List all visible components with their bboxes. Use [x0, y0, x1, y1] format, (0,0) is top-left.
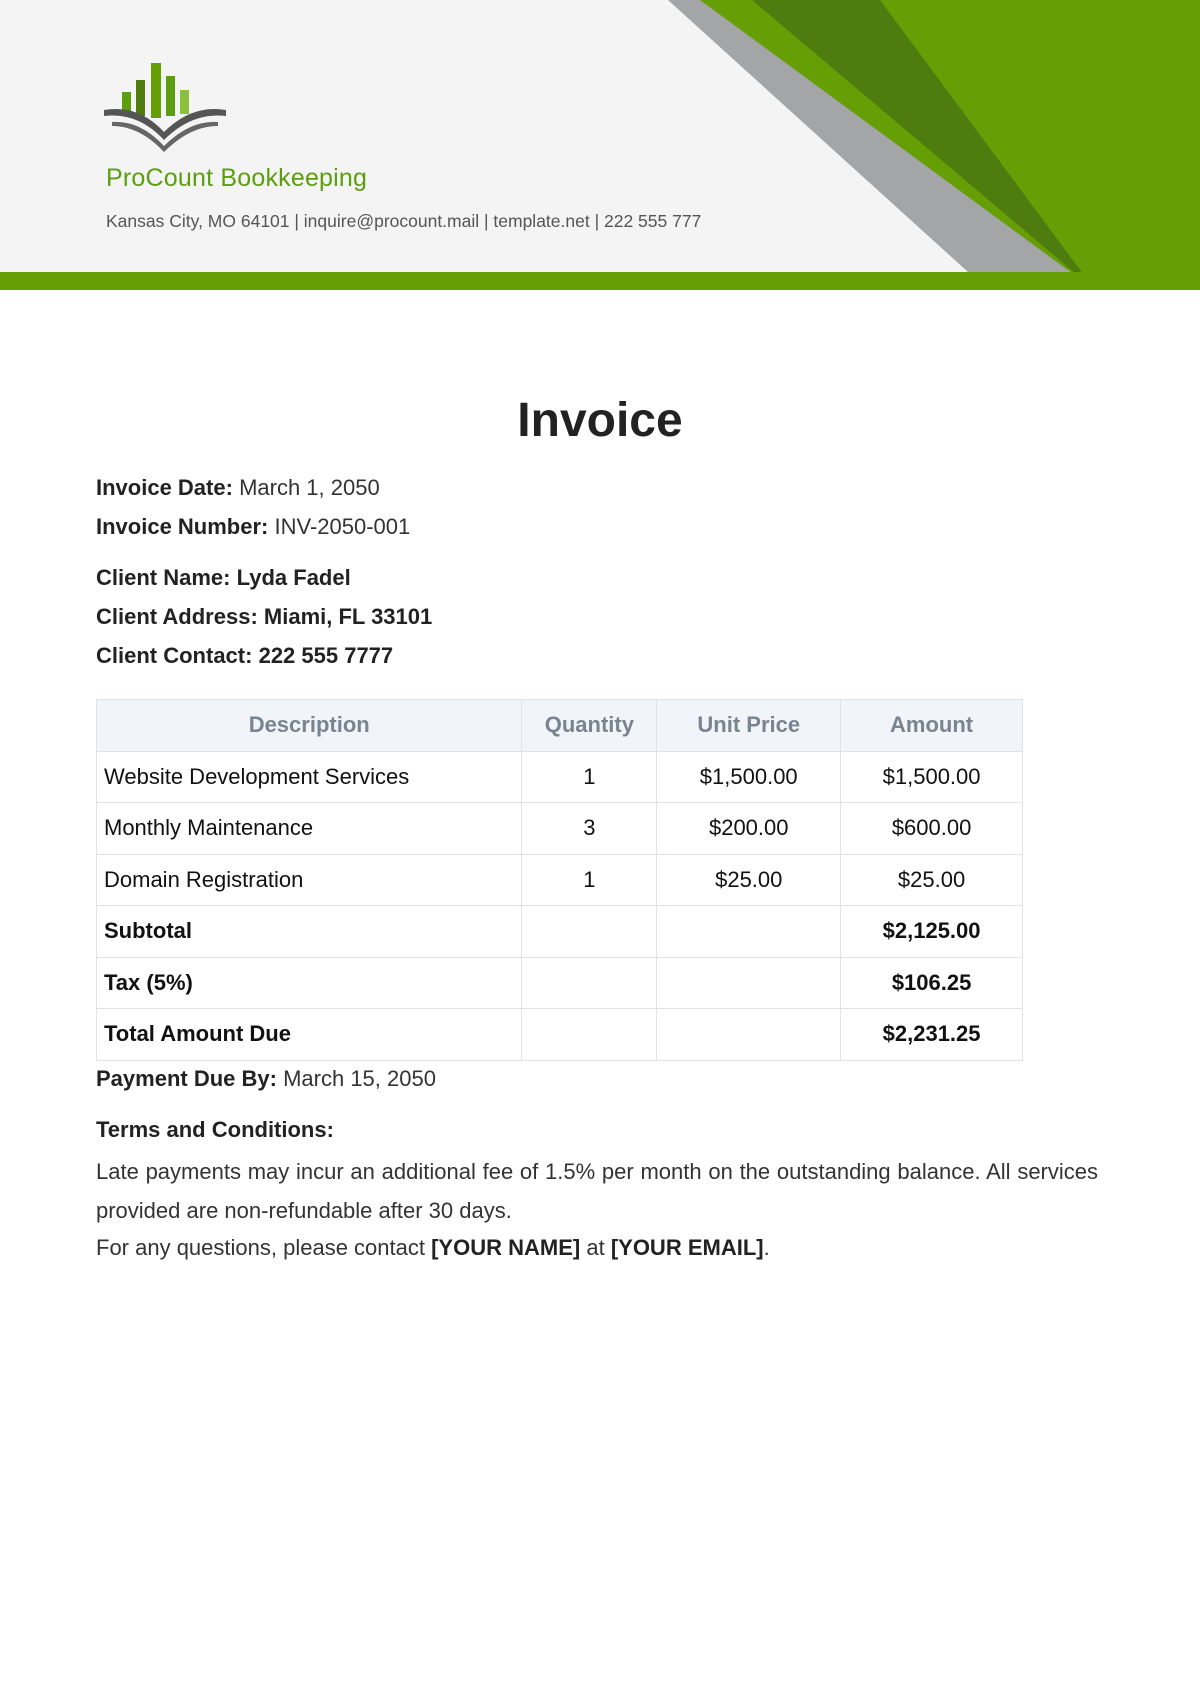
payment-due-label: Payment Due By: — [96, 1066, 277, 1091]
company-name: ProCount Bookkeeping — [106, 164, 368, 192]
bar-chart-book-icon — [100, 60, 230, 152]
empty-cell — [657, 1009, 841, 1061]
item-quantity: 3 — [522, 803, 657, 855]
item-description: Domain Registration — [97, 854, 522, 906]
empty-cell — [657, 906, 841, 958]
client-address-label: Client Address: — [96, 604, 258, 629]
column-header-description: Description — [97, 700, 522, 752]
terms-contact-mid: at — [586, 1235, 605, 1260]
green-bottom-band — [0, 272, 1200, 290]
total-due-row — [97, 1009, 1023, 1061]
payment-due-line — [96, 1066, 436, 1092]
empty-cell — [657, 957, 841, 1009]
item-unit-price: $1,500.00 — [657, 751, 841, 803]
terms-heading: Terms and Conditions: — [96, 1117, 334, 1142]
invoice-number-line — [96, 514, 410, 540]
client-name-label: Client Name: — [96, 565, 231, 590]
column-header-unit-price: Unit Price — [657, 700, 841, 752]
client-contact-line — [96, 643, 393, 669]
payment-due-value: March 15, 2050 — [283, 1066, 436, 1091]
table-row — [97, 751, 1023, 803]
terms-contact-line — [96, 1235, 770, 1261]
item-quantity: 1 — [522, 854, 657, 906]
terms-contact-email: [YOUR EMAIL] — [610, 1235, 764, 1260]
terms-contact-name: [YOUR NAME] — [431, 1235, 581, 1260]
item-description: Monthly Maintenance — [97, 803, 522, 855]
invoice-date-line — [96, 475, 380, 501]
item-amount: $25.00 — [841, 854, 1023, 906]
item-amount: $600.00 — [841, 803, 1023, 855]
empty-cell — [522, 957, 657, 1009]
table-row — [97, 854, 1023, 906]
table-header-row — [97, 700, 1023, 752]
item-amount: $1,500.00 — [841, 751, 1023, 803]
terms-body: Late payments may incur an additional fee of 1.5% per month on the outstanding balance. All services provided are non-refundable after 30 days. — [96, 1159, 1098, 1223]
client-address-value: Miami, FL 33101 — [263, 604, 433, 629]
letterhead — [0, 0, 1200, 290]
table-row — [97, 803, 1023, 855]
item-unit-price: $200.00 — [657, 803, 841, 855]
column-header-amount: Amount — [841, 700, 1023, 752]
invoice-date-value: March 1, 2050 — [239, 475, 380, 500]
invoice-items-table — [96, 699, 1023, 1061]
client-name-value: Lyda Fadel — [236, 565, 351, 590]
client-name-line — [96, 565, 351, 591]
invoice-date-label: Invoice Date: — [96, 475, 233, 500]
item-unit-price: $25.00 — [657, 854, 841, 906]
invoice-number-label: Invoice Number: — [96, 514, 269, 539]
subtotal-amount: $2,125.00 — [841, 906, 1023, 958]
client-address-line — [96, 604, 432, 630]
empty-cell — [522, 1009, 657, 1061]
client-contact-label: Client Contact: — [96, 643, 253, 668]
subtotal-row — [97, 906, 1023, 958]
empty-cell — [522, 906, 657, 958]
terms-contact-suffix: . — [763, 1235, 770, 1260]
total-due-label: Total Amount Due — [97, 1009, 522, 1061]
column-header-quantity: Quantity — [522, 700, 657, 752]
item-description: Website Development Services — [97, 751, 522, 803]
page-title: Invoice — [517, 394, 683, 447]
tax-row — [97, 957, 1023, 1009]
tax-amount: $106.25 — [841, 957, 1023, 1009]
item-quantity: 1 — [522, 751, 657, 803]
company-contact-line: Kansas City, MO 64101 | inquire@procount.mail | template.net | 222 555 777 — [106, 211, 702, 231]
client-contact-value: 222 555 7777 — [258, 643, 394, 668]
terms-contact-prefix: For any questions, please contact — [96, 1235, 425, 1260]
tax-label: Tax (5%) — [97, 957, 522, 1009]
invoice-number-value: INV-2050-001 — [274, 514, 411, 539]
total-due-amount: $2,231.25 — [841, 1009, 1023, 1061]
subtotal-label: Subtotal — [97, 906, 522, 958]
